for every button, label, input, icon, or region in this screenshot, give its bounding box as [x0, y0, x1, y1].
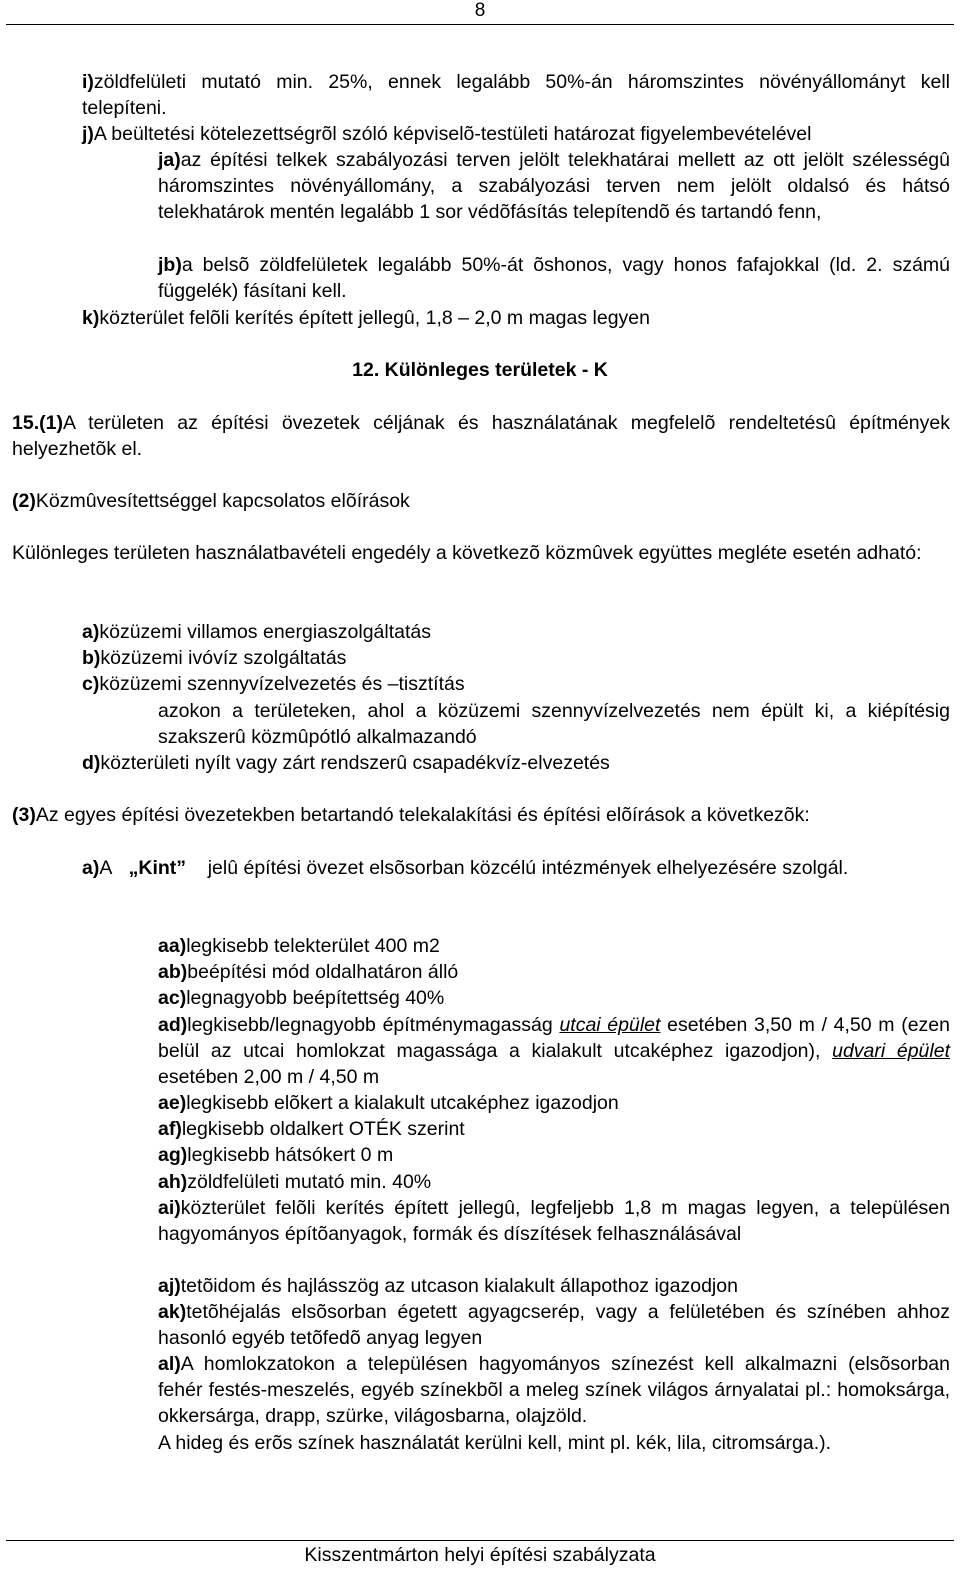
page-number: 8 [474, 0, 486, 21]
item-label: af) [158, 1118, 182, 1141]
item-text: tetõhéjalás elsõsorban égetett agyagcserép, vagy a felületében és színében ahhoz hasonló egyéb tetõfedõ anyag legyen [158, 1301, 950, 1350]
item-text: közterület felõli kerítés épített jellegû, legfeljebb 1,8 m magas legyen, a településen hagyományos építõanyagok, formák és díszítések felhasználásával [158, 1197, 950, 1246]
zone-a [82, 855, 950, 881]
item-text: tetõidom és hajlásszög az utcason kialakult állapothoz igazodjon [180, 1275, 738, 1297]
list-item [82, 619, 950, 645]
item-label: ai) [158, 1197, 181, 1219]
item-label: ab) [158, 961, 188, 984]
list-item [82, 671, 950, 697]
header-rule [6, 24, 954, 25]
item-label: b) [82, 647, 101, 670]
item-label: ad) [158, 1014, 188, 1036]
item-text: közterületi nyílt vagy zárt rendszerû csapadékvíz-elvezetés [100, 752, 610, 774]
item-label: ak) [158, 1301, 187, 1323]
item-text: az építési telkek szabályozási terven jelölt telekhatárai mellett az ott jelölt szélességû háromszintes növényállomány, a szabályozási terven nem jelölt oldalsó és hátsó telekhatárok mentén legalább 1 sor védõfásítás telepítendõ és tartandó fenn, [158, 149, 950, 224]
zone-rule-ad [158, 1012, 950, 1091]
item-label: jb) [158, 254, 182, 276]
item-label: i) [82, 71, 94, 93]
paragraph-2-heading [12, 488, 950, 514]
item-label: a) [82, 621, 100, 643]
item-text: legkisebb telekterület 400 m2 [186, 935, 440, 957]
item-text: közüzemi szennyvízelvezetés és –tisztítás [99, 673, 465, 696]
zone-rules-2 [158, 1090, 950, 1195]
item-label: ja) [158, 149, 181, 171]
item-k [82, 305, 950, 331]
item-label: ac) [158, 987, 187, 1010]
item-text-continued: A hideg és erõs színek használatát kerülni kell, mint pl. kék, lila, citromsárga.). [158, 1431, 832, 1454]
item-text: esetében 3,50 m / 4,50 m (ezen belül az utcai homlokzat magassága a kialakult utcaképhez igazodjon), [158, 1014, 950, 1063]
paragraph-text: Közmûvesítettséggel kapcsolatos elõírások [35, 490, 410, 512]
item-i [82, 69, 950, 121]
item-jb [158, 252, 950, 304]
item-text: esetében 2,00 m / 4,50 m [158, 1066, 380, 1089]
item-ja [158, 147, 950, 226]
item-text: közterület felõli kerítés épített jellegû, 1,8 – 2,0 m magas legyen [99, 307, 650, 329]
footer-rule [6, 1540, 954, 1541]
item-label: j) [82, 123, 94, 145]
item-label: a) [82, 857, 100, 879]
subsection-label: (2) [12, 490, 36, 512]
list-item [158, 1090, 950, 1116]
list-item [158, 1116, 950, 1142]
list-item [82, 645, 950, 671]
item-label: k) [82, 307, 100, 329]
list-item [158, 959, 950, 985]
item-text: legkisebb/legnagyobb építménymagasság [187, 1014, 560, 1036]
zone-rule-al [158, 1351, 950, 1456]
item-text: jelû építési övezet elsõsorban közcélú intézmények elhelyezésére szolgál. [207, 857, 849, 879]
paragraph-2-intro: Különleges területen használatbavételi engedély a következõ közmûvek együttes megléte esetén adható: [12, 542, 922, 564]
utility-item-d [82, 750, 950, 776]
item-j [82, 121, 950, 147]
item-text: közüzemi ivóvíz szolgáltatás [100, 647, 347, 670]
item-label: ah) [158, 1170, 188, 1193]
paragraph-text: Az egyes építési övezetekben betartandó telekalakítási és építési elõírások a következõk: [35, 804, 810, 826]
utility-list [82, 619, 950, 698]
item-text: legkisebb oldalkert OTÉK szerint [181, 1118, 465, 1141]
item-text: A beültetési kötelezettségrõl szóló képviselõ-testületi határozat figyelembevételével [93, 123, 812, 145]
subsection-label: (1) [39, 412, 63, 434]
item-label: c) [82, 673, 100, 696]
paragraph-text: A területen az építési övezetek céljának és használatának megfelelõ rendeltetésû építmények helyezhetõk el. [12, 412, 950, 461]
subsection-label: (3) [12, 804, 36, 826]
item-text: a belsõ zöldfelületek legalább 50%-át õshonos, vagy honos fafajokkal (ld. 2. számú függelék) fásítani kell. [158, 254, 950, 303]
item-text: beépítési mód oldalhatáron álló [187, 961, 459, 984]
term-udvari-epulet: udvari épület [832, 1040, 950, 1063]
zone-rules-1 [158, 933, 950, 1012]
term-utcai-epulet: utcai épület [559, 1014, 661, 1036]
utility-c-note: azokon a területeken, ahol a közüzemi szennyvízelvezetés nem épült ki, a kiépítésig szakszerû közmûpótló alkalmazandó [158, 700, 950, 749]
item-label: al) [158, 1353, 181, 1375]
item-label: ag) [158, 1144, 188, 1167]
item-text: A homlokzatokon a településen hagyományos színezést kell alkalmazni (elsõsorban fehér festés-meszelés, egyéb színekbõl a meleg színek világos árnyalatai pl.: homoksárga, okkersárga, drapp, szürke, világosbarna, olajzöld. [158, 1353, 950, 1428]
list-item [158, 985, 950, 1011]
item-prefix: A [99, 857, 113, 879]
item-label: aa) [158, 935, 187, 957]
paragraph-3 [12, 802, 950, 828]
item-text: legkisebb elõkert a kialakult utcaképhez igazodjon [186, 1092, 619, 1114]
paragraph-number: 15. [12, 412, 40, 434]
zone-rule-ai [158, 1195, 950, 1247]
item-text: közüzemi villamos energiaszolgáltatás [99, 621, 431, 643]
footer-title: Kisszentmárton helyi építési szabályzata [304, 1544, 656, 1566]
item-text: zöldfelületi mutató min. 40% [187, 1170, 432, 1193]
paragraph-15-1 [12, 410, 950, 462]
zone-rule-ak [158, 1299, 950, 1351]
item-text: legkisebb hátsókert 0 m [187, 1144, 394, 1167]
zone-rule-aj [158, 1273, 950, 1299]
section-title: 12. Különleges területek - K [352, 359, 608, 381]
item-label: ae) [158, 1092, 187, 1114]
item-text: legnagyobb beépítettség 40% [186, 987, 445, 1010]
item-label: d) [82, 752, 101, 774]
item-text: zöldfelületi mutató min. 25%, ennek legalább 50%-án háromszintes növényállományt kell telepíteni. [82, 71, 950, 120]
list-item [158, 933, 950, 959]
list-item [158, 1142, 950, 1168]
item-label: aj) [158, 1275, 181, 1297]
zone-code: „Kint” [128, 857, 187, 879]
list-item [158, 1169, 950, 1195]
